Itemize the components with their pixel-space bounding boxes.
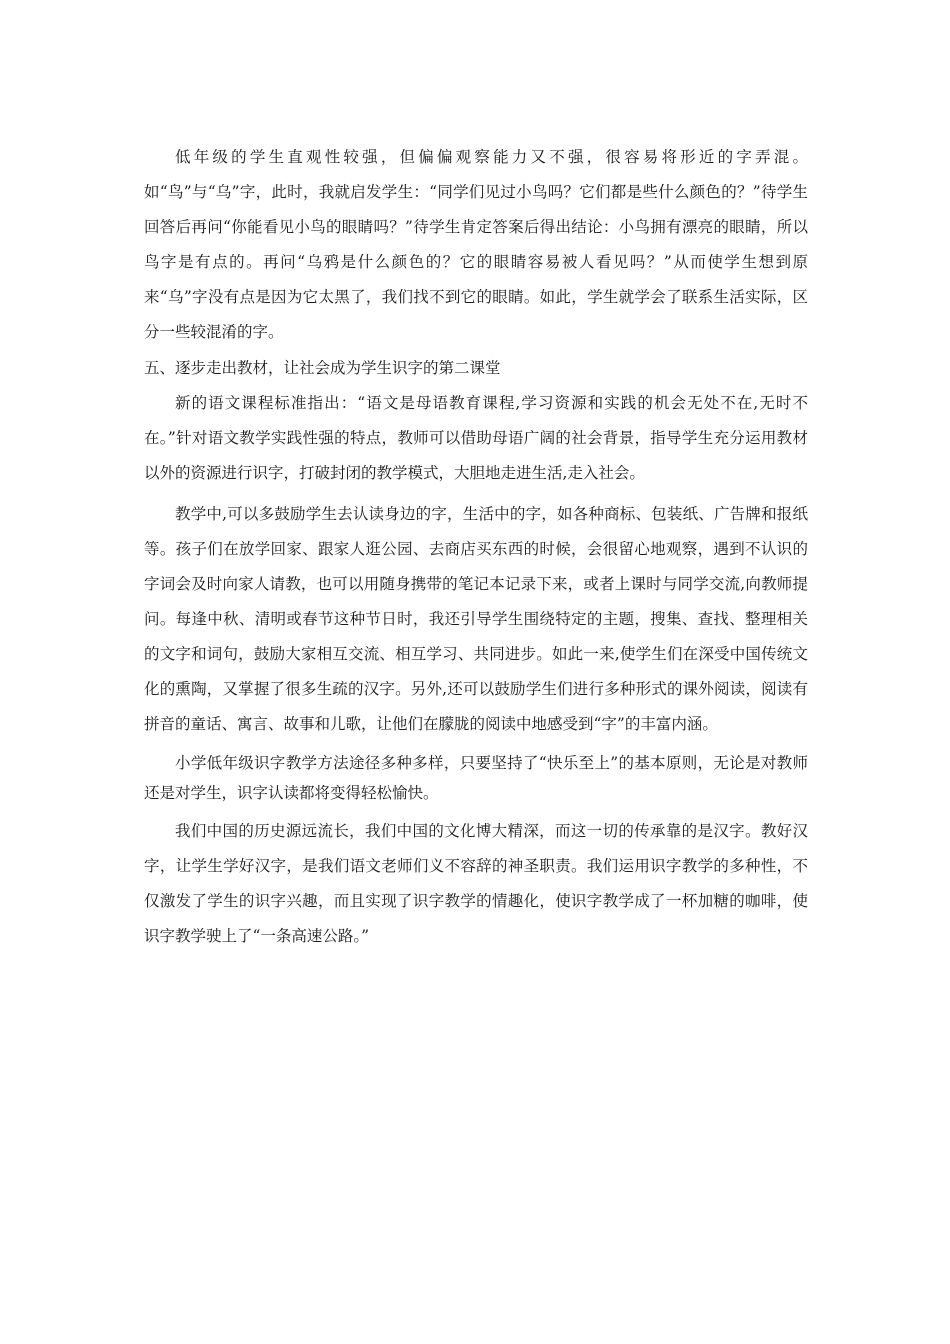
section-heading-five: 五、逐步走出教材，让社会成为学生识字的第二课堂 bbox=[144, 359, 501, 377]
document-body bbox=[144, 140, 808, 954]
paragraph-conclusion: 小学低年级识字教学方法途径多种多样，只要坚持了“快乐至上”的基本原则，无论是对教师还是对学生，识字认读都将变得轻松愉快。 bbox=[144, 754, 808, 802]
paragraph-curriculum-standard: 新的语文课程标准指出：“语文是母语教育课程,学习资源和实践的机会无处不在,无时不在。”针对语文教学实践性强的特点，教师可以借助母语广阔的社会背景，指导学生充分运用教材以外的资源进行识字，打破封闭的教学模式，大胆地走进生活,走入社会。 bbox=[144, 394, 808, 482]
paragraph-shape-confusion: 低年级的学生直观性较强，但偏偏观察能力又不强，很容易将形近的字弄混。如“鸟”与“乌”字，此时，我就启发学生：“同学们见过小鸟吗？它们都是些什么颜色的？”待学生回答后再问“你能看见小鸟的眼睛吗？”待学生肯定答案后得出结论：小鸟拥有漂亮的眼睛，所以鸟字是有点的。再问“乌鸦是什么颜色的？它的眼睛容易被人看见吗？”从而使学生想到原来“乌”字没有点是因为它太黑了，我们找不到它的眼睛。如此，学生就学会了联系生活实际，区分一些较混淆的字。 bbox=[144, 148, 808, 341]
paragraph-chinese-characters: 我们中国的历史源远流长，我们中国的文化博大精深，而这一切的传承靠的是汉字。教好汉字，让学生学好汉字，是我们语文老师们义不容辞的神圣职责。我们运用识字教学的多种性，不仅激发了学生的识字兴趣，而且实现了识字教学的情趣化，使识字教学成了一杯加糖的咖啡，使识字教学驶上了“一条高速公路。” bbox=[144, 822, 808, 945]
paragraph-life-literacy: 教学中,可以多鼓励学生去认读身边的字，生活中的字，如各种商标、包装纸、广告牌和报纸等。孩子们在放学回家、跟家人逛公园、去商店买东西的时候，会很留心地观察，遇到不认识的字词会及时向家人请教，也可以用随身携带的笔记本记录下来，或者上课时与同学交流,向教师提问。每逢中秋、清明或春节这种节日时，我还引导学生围绕特定的主题，搜集、查找、整理相关的文字和词句，鼓励大家相互交流、相互学习、共同进步。如此一来,使学生们在深受中国传统文化的熏陶，又掌握了很多生疏的汉字。另外,还可以鼓励学生们进行多种形式的课外阅读，阅读有拼音的童话、寓言、故事和儿歌，让他们在朦胧的阅读中地感受到“字”的丰富内涵。 bbox=[144, 505, 808, 733]
